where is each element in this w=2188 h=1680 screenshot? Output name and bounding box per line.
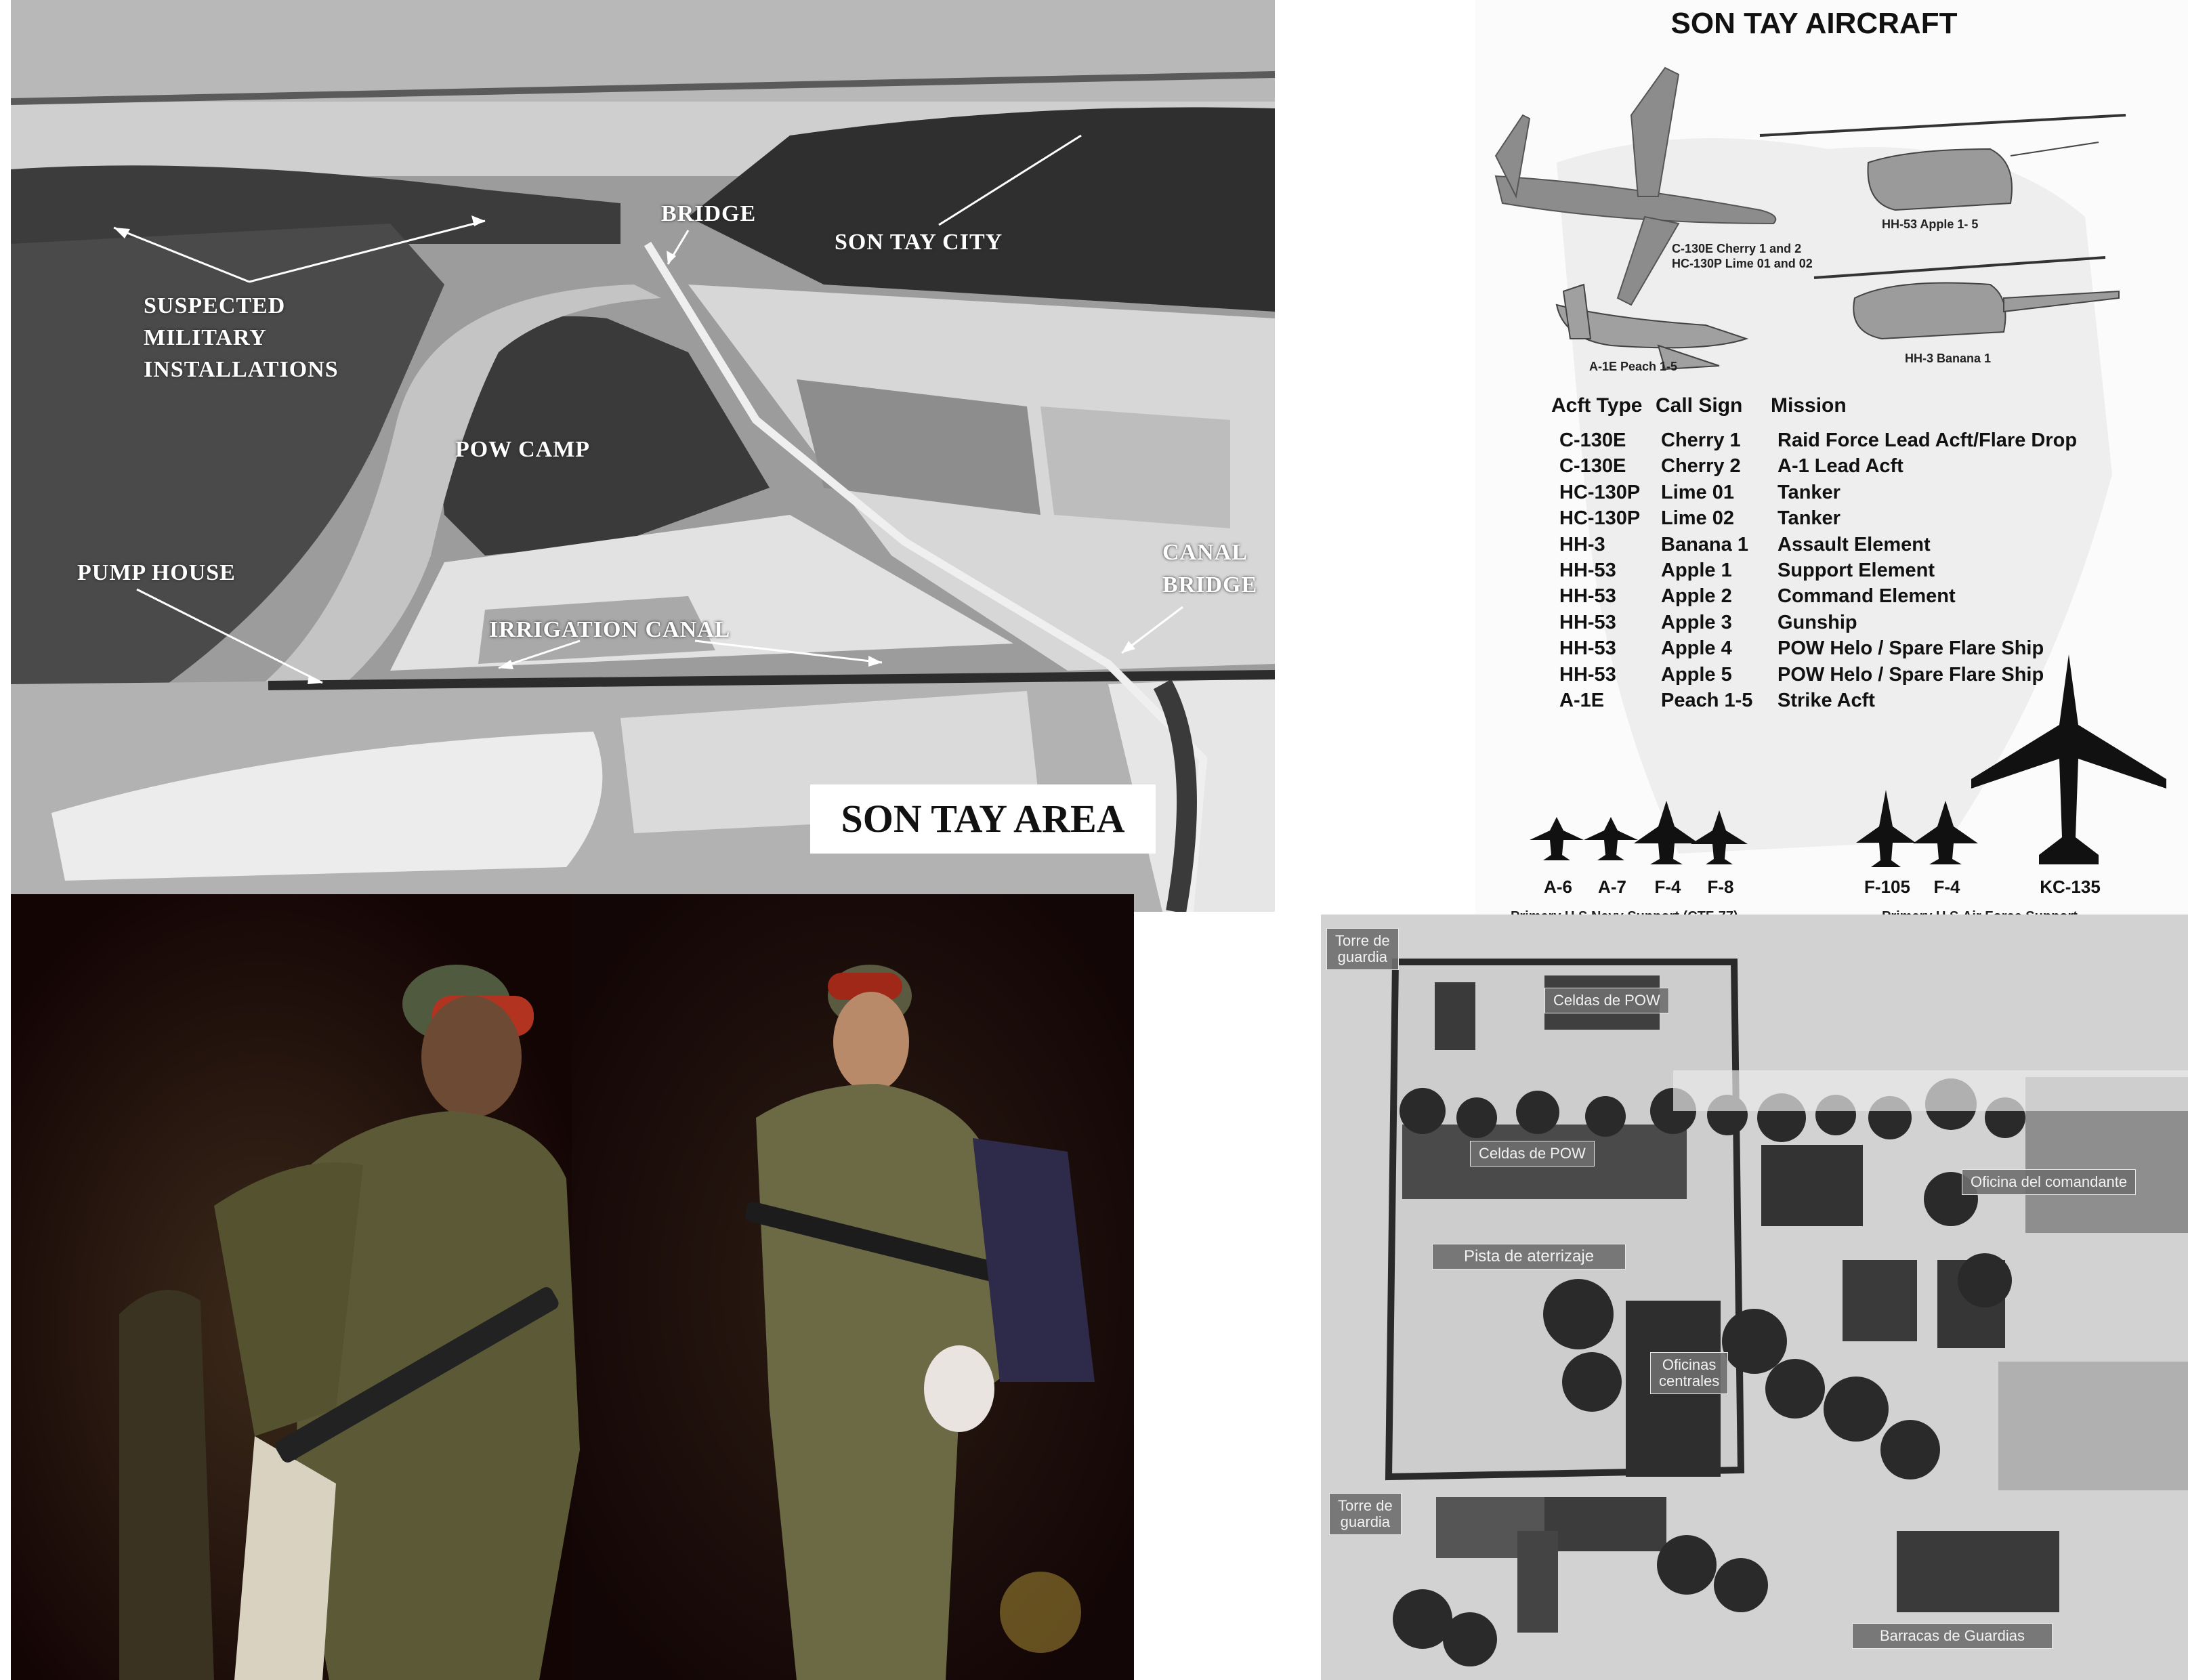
plane-label-a7: A-7 xyxy=(1598,877,1626,897)
son-tay-aircraft-chart xyxy=(1475,0,2188,936)
table-cell-callsign: Cherry 1 xyxy=(1661,429,1741,451)
suspected-label-line1: SUSPECTED xyxy=(144,293,286,318)
hh3-caption: HH-3 Banana 1 xyxy=(1905,352,1992,365)
canal-bridge-label-line1: CANAL xyxy=(1162,540,1248,565)
table-cell-mission: Tanker xyxy=(1777,482,1840,503)
table-cell-callsign: Apple 3 xyxy=(1661,612,1732,633)
table-cell-mission: Tanker xyxy=(1777,507,1840,529)
guard-tower-tag-2 xyxy=(1329,1493,1402,1535)
suspected-label-line3: INSTALLATIONS xyxy=(144,357,339,382)
table-cell-type: HH-3 xyxy=(1559,534,1605,555)
suspected-label-line2: MILITARY xyxy=(144,325,267,350)
table-cell-callsign: Peach 1-5 xyxy=(1661,690,1753,711)
guard-tower-tag-1 xyxy=(1326,928,1399,970)
table-cell-callsign: Banana 1 xyxy=(1661,534,1748,555)
plane-label-a6: A-6 xyxy=(1544,877,1572,897)
table-cell-mission: A-1 Lead Acft xyxy=(1777,455,1903,477)
table-row xyxy=(1475,534,2188,560)
table-row xyxy=(1475,612,2188,637)
table-row xyxy=(1475,482,2188,507)
compound-satellite-image xyxy=(1321,915,2188,1680)
pow-camp-label: POW CAMP xyxy=(455,437,591,462)
table-row xyxy=(1475,507,2188,533)
aerial-terrain xyxy=(11,0,1275,912)
table-row xyxy=(1475,429,2188,455)
irrigation-canal-label: IRRIGATION CANAL xyxy=(489,617,731,642)
central-offices-tag-line1: Oficinas xyxy=(1662,1356,1717,1373)
table-cell-mission: Support Element xyxy=(1777,560,1935,581)
plane-label-f4-af: F-4 xyxy=(1933,877,1960,897)
table-cell-type: HC-130P xyxy=(1559,482,1641,503)
c130-caption-line2: HC-130P Lime 01 and 02 xyxy=(1672,257,1813,270)
table-cell-callsign: Apple 2 xyxy=(1661,585,1732,607)
c130-caption-line1: C-130E Cherry 1 and 2 xyxy=(1672,242,1802,255)
aircraft-chart-title: SON TAY AIRCRAFT xyxy=(1670,7,1958,40)
table-cell-mission: Strike Acft xyxy=(1777,690,1875,711)
bridge-label: BRIDGE xyxy=(661,201,757,226)
plane-label-f105: F-105 xyxy=(1864,877,1910,897)
table-cell-type: HH-53 xyxy=(1559,612,1616,633)
table-cell-type: C-130E xyxy=(1559,429,1626,451)
table-cell-type: HH-53 xyxy=(1559,585,1616,607)
guard-tower-tag-2-line2: guardia xyxy=(1340,1513,1391,1530)
pow-cells-tag-1: Celdas de POW xyxy=(1544,988,1669,1013)
table-row xyxy=(1475,690,2188,715)
table-row xyxy=(1475,455,2188,481)
pump-house-label: PUMP HOUSE xyxy=(77,560,236,585)
table-cell-callsign: Apple 1 xyxy=(1661,560,1732,581)
table-cell-type: C-130E xyxy=(1559,455,1626,477)
table-row xyxy=(1475,637,2188,663)
table-cell-type: HH-53 xyxy=(1559,637,1616,659)
table-header-mission: Mission xyxy=(1771,394,1847,417)
hh53-caption: HH-53 Apple 1- 5 xyxy=(1882,217,1979,231)
son-tay-area-photo xyxy=(11,0,1275,912)
a1e-caption: A-1E Peach 1-5 xyxy=(1589,360,1678,373)
table-row xyxy=(1475,664,2188,690)
guard-barracks-tag: Barracas de Guardias xyxy=(1852,1623,2053,1649)
guard-tower-tag-1-line1: Torre de xyxy=(1335,932,1390,949)
table-cell-type: HC-130P xyxy=(1559,507,1641,529)
table-cell-callsign: Lime 02 xyxy=(1661,507,1734,529)
table-cell-type: HH-53 xyxy=(1559,560,1616,581)
compound-map-image xyxy=(1321,915,2188,1680)
son-tay-city-label: SON TAY CITY xyxy=(835,230,1003,255)
guard-tower-tag-2-line1: Torre de xyxy=(1338,1497,1393,1514)
table-cell-type: HH-53 xyxy=(1559,664,1616,686)
table-row xyxy=(1475,585,2188,611)
table-cell-mission: Gunship xyxy=(1777,612,1857,633)
plane-label-kc135: KC-135 xyxy=(2040,877,2101,897)
table-cell-mission: Raid Force Lead Acft/Flare Drop xyxy=(1777,429,2078,451)
table-cell-type: A-1E xyxy=(1559,690,1605,711)
commander-office-tag: Oficina del comandante xyxy=(1962,1169,2136,1195)
canal-bridge-label-line2: BRIDGE xyxy=(1162,572,1258,597)
table-cell-mission: Command Element xyxy=(1777,585,1956,607)
table-cell-mission: POW Helo / Spare Flare Ship xyxy=(1777,664,2044,686)
table-cell-callsign: Apple 5 xyxy=(1661,664,1732,686)
plane-label-f4-navy: F-4 xyxy=(1654,877,1681,897)
guard-tower-tag-1-line2: guardia xyxy=(1337,948,1388,965)
soldiers-photo-image xyxy=(11,894,1134,1680)
table-cell-mission: Assault Element xyxy=(1777,534,1931,555)
central-offices-tag xyxy=(1650,1352,1728,1394)
table-header-call-sign: Call Sign xyxy=(1656,394,1743,417)
table-header-acft-type: Acft Type xyxy=(1551,394,1643,417)
raiders-night-photo xyxy=(11,894,1134,1680)
table-cell-callsign: Cherry 2 xyxy=(1661,455,1741,477)
central-offices-tag-line2: centrales xyxy=(1659,1372,1720,1389)
table-cell-callsign: Lime 01 xyxy=(1661,482,1734,503)
landing-strip-tag: Pista de aterrizaje xyxy=(1432,1244,1626,1269)
table-cell-callsign: Apple 4 xyxy=(1661,637,1732,659)
pow-cells-tag-2: Celdas de POW xyxy=(1470,1141,1595,1167)
son-tay-area-title: SON TAY AREA xyxy=(810,784,1156,854)
plane-label-f8: F-8 xyxy=(1707,877,1734,897)
table-cell-mission: POW Helo / Spare Flare Ship xyxy=(1777,637,2044,659)
table-row xyxy=(1475,560,2188,585)
